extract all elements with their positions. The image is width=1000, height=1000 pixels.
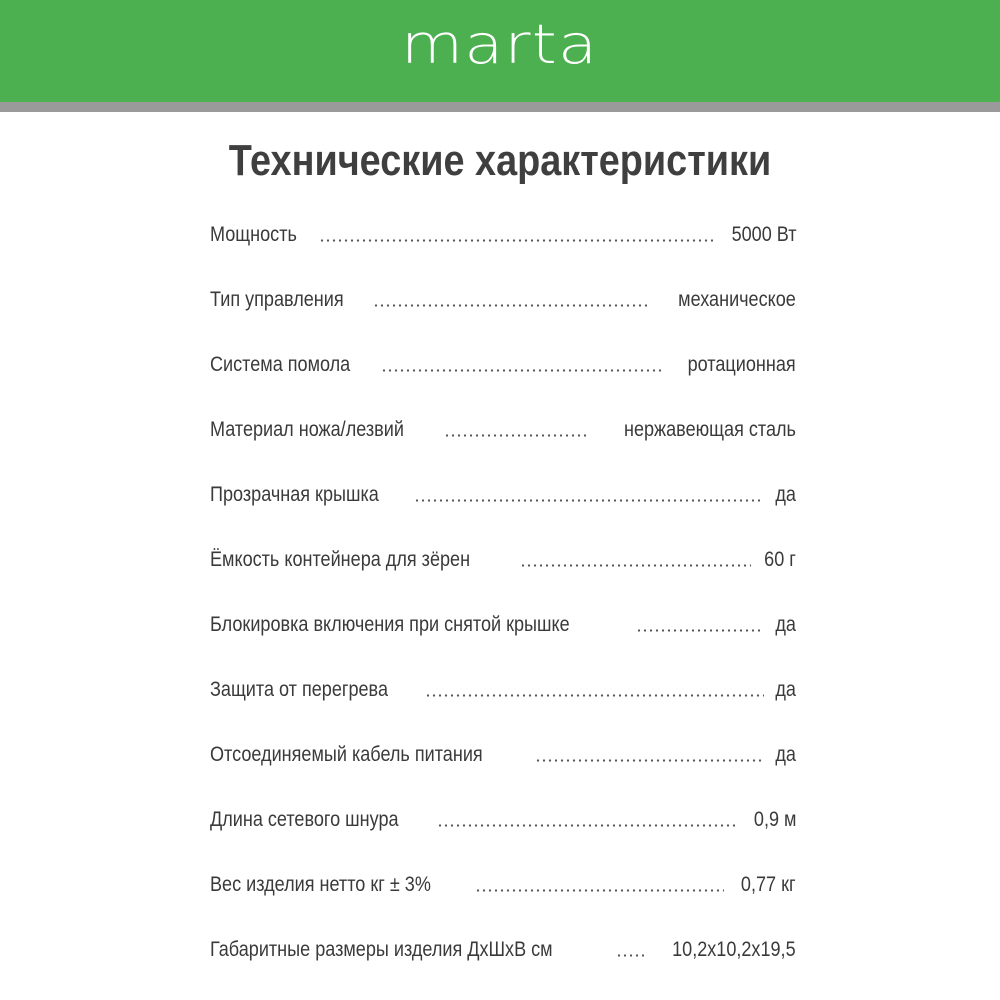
dot-leader	[535, 759, 764, 762]
spec-value: 60 г	[764, 548, 796, 571]
spec-row-detachable-cable	[210, 703, 796, 768]
spec-row-blade-material	[210, 378, 796, 443]
spec-value: да	[775, 613, 796, 636]
spec-value: нержавеющая сталь	[624, 418, 796, 441]
spec-label: Система помола	[210, 353, 351, 376]
spec-list	[210, 206, 796, 963]
spec-value: механическое	[678, 288, 796, 311]
spec-label: Вес изделия нетто кг ± 3%	[210, 873, 431, 896]
spec-value: да	[775, 483, 796, 506]
brand-header	[0, 0, 1000, 102]
spec-label: Отсоединяемый кабель питания	[210, 743, 483, 766]
dot-leader	[475, 889, 725, 892]
spec-row-bean-container-capacity	[210, 508, 796, 573]
dot-leader	[319, 239, 712, 242]
dot-leader	[414, 499, 764, 502]
marta-logo: marta	[401, 13, 599, 76]
dot-leader	[381, 369, 662, 372]
spec-value: ротационная	[687, 353, 796, 376]
dot-leader	[444, 434, 589, 437]
spec-label: Материал ножа/лезвий	[210, 418, 404, 441]
spec-row-transparent-lid	[210, 443, 796, 508]
spec-label: Защита от перегрева	[210, 678, 388, 701]
spec-label: Мощность	[210, 223, 297, 246]
spec-label: Блокировка включения при снятой крышке	[210, 613, 570, 636]
spec-label: Длина сетевого шнура	[210, 808, 399, 831]
spec-value: 10,2х10,2х19,5	[672, 938, 796, 961]
dot-leader	[520, 564, 751, 567]
spec-value: да	[775, 743, 796, 766]
header-divider-stripe	[0, 102, 1000, 112]
dot-leader	[425, 694, 764, 697]
dot-leader	[616, 954, 644, 957]
spec-row-cord-length	[210, 768, 796, 833]
spec-label: Тип управления	[210, 288, 344, 311]
spec-value: 0,77 кг	[741, 873, 796, 896]
spec-row-dimensions	[210, 898, 796, 963]
dot-leader	[437, 824, 738, 827]
spec-row-overheat-protection	[210, 638, 796, 703]
spec-label: Прозрачная крышка	[210, 483, 379, 506]
spec-value: 0,9 м	[753, 808, 796, 831]
spec-value: да	[775, 678, 796, 701]
spec-label: Габаритные размеры изделия ДхШхВ см	[210, 938, 553, 961]
dot-leader	[636, 629, 764, 632]
page-title: Технические характеристики	[228, 136, 772, 185]
spec-value: 5000 Вт	[731, 223, 796, 246]
dot-leader	[373, 304, 651, 307]
spec-row-net-weight	[210, 833, 796, 898]
spec-row-power	[210, 206, 796, 248]
spec-row-control-type	[210, 248, 796, 313]
spec-row-grinding-system	[210, 313, 796, 378]
spec-label: Ёмкость контейнера для зёрен	[210, 548, 471, 571]
spec-row-lid-interlock	[210, 573, 796, 638]
